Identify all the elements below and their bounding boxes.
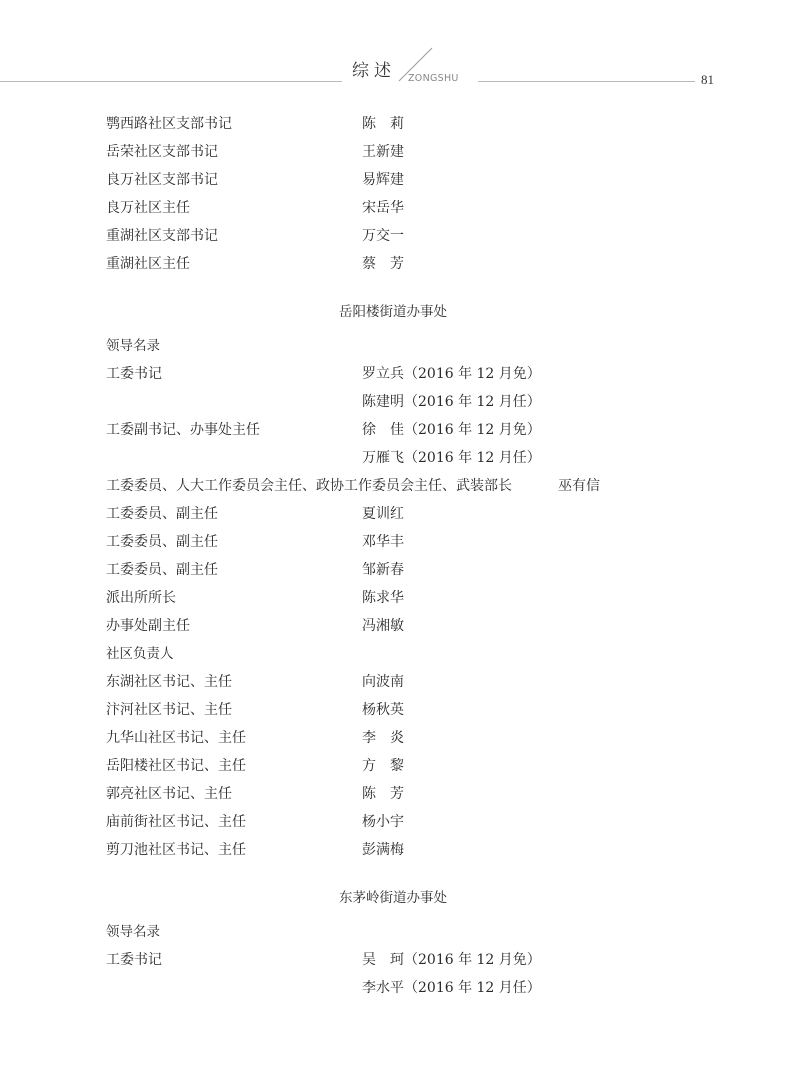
header-subtitle: ZONGSHU xyxy=(408,73,459,84)
position-title: 工委书记 xyxy=(106,366,162,382)
person-name: 邹新春 xyxy=(362,562,404,578)
person-name: 徐 佳（2016 年 12 月免） xyxy=(362,422,541,438)
section-title-text: 岳阳楼街道办事处 xyxy=(339,304,447,320)
position-title: 剪刀池社区书记、主任 xyxy=(106,842,246,858)
position-title: 工委副书记、办事处主任 xyxy=(106,422,260,438)
position-title: 庙前街社区书记、主任 xyxy=(106,814,246,830)
position-title: 工委书记 xyxy=(106,952,162,968)
position-title: 良万社区支部书记 xyxy=(106,172,218,188)
person-name: 杨秋英 xyxy=(362,702,404,718)
list-item xyxy=(106,528,746,556)
person-name: 宋岳华 xyxy=(362,200,404,216)
person-name: 向波南 xyxy=(362,674,404,690)
person-name: 万雁飞（2016 年 12 月任） xyxy=(362,450,541,466)
position-title: 工委委员、人大工作委员会主任、政协工作委员会主任、武装部长 xyxy=(106,478,512,494)
header-slash-decoration xyxy=(0,0,793,100)
person-name: 彭满梅 xyxy=(362,842,404,858)
person-name: 李水平（2016 年 12 月任） xyxy=(362,980,541,996)
person-name: 陈 莉 xyxy=(362,116,404,132)
position-title: 重湖社区支部书记 xyxy=(106,228,218,244)
list-item xyxy=(106,556,746,584)
person-name: 罗立兵（2016 年 12 月免） xyxy=(362,366,541,382)
list-item xyxy=(106,584,746,612)
list-item xyxy=(106,166,746,194)
list-item xyxy=(106,222,746,250)
list-item xyxy=(106,836,746,864)
person-name: 邓华丰 xyxy=(362,534,404,550)
list-item xyxy=(106,388,746,416)
person-name: 方 黎 xyxy=(362,758,404,774)
directory-list xyxy=(106,110,746,1002)
person-name: 夏训红 xyxy=(362,506,404,522)
list-item xyxy=(106,500,746,528)
list-item xyxy=(106,946,746,974)
person-name: 吴 珂（2016 年 12 月免） xyxy=(362,952,541,968)
position-title: 郭亮社区书记、主任 xyxy=(106,786,232,802)
position-title: 良万社区主任 xyxy=(106,200,190,216)
list-item xyxy=(106,138,746,166)
position-title: 九华山社区书记、主任 xyxy=(106,730,246,746)
position-title: 汴河社区书记、主任 xyxy=(106,702,232,718)
list-item xyxy=(106,110,746,138)
position-title: 工委委员、副主任 xyxy=(106,534,218,550)
section-title xyxy=(106,884,746,918)
page-number: 81 xyxy=(701,72,714,87)
position-title: 工委委员、副主任 xyxy=(106,506,218,522)
person-name: 巫有信 xyxy=(558,478,600,494)
list-item xyxy=(106,974,746,1002)
position-title: 东湖社区书记、主任 xyxy=(106,674,232,690)
person-name: 万交一 xyxy=(362,228,404,244)
position-title: 岳阳楼社区书记、主任 xyxy=(106,758,246,774)
person-name: 易辉建 xyxy=(362,172,404,188)
subsection-heading: 社区负责人 xyxy=(106,646,174,662)
list-item xyxy=(106,472,746,500)
person-name: 李 炎 xyxy=(362,730,404,746)
position-title: 鹗西路社区支部书记 xyxy=(106,116,232,132)
section-gap xyxy=(106,864,746,884)
person-name: 陈求华 xyxy=(362,590,404,606)
list-item xyxy=(106,696,746,724)
list-item xyxy=(106,724,746,752)
list-item xyxy=(106,360,746,388)
position-title: 岳荣社区支部书记 xyxy=(106,144,218,160)
list-item xyxy=(106,250,746,278)
person-name: 陈 芳 xyxy=(362,786,404,802)
position-title: 办事处副主任 xyxy=(106,618,190,634)
list-item xyxy=(106,668,746,696)
section-gap xyxy=(106,278,746,298)
position-title: 工委委员、副主任 xyxy=(106,562,218,578)
list-item xyxy=(106,612,746,640)
position-title: 重湖社区主任 xyxy=(106,256,190,272)
person-name: 王新建 xyxy=(362,144,404,160)
person-name: 蔡 芳 xyxy=(362,256,404,272)
subsection-heading: 领导名录 xyxy=(106,338,160,354)
list-item xyxy=(106,752,746,780)
section-title-text: 东茅岭街道办事处 xyxy=(339,890,447,906)
person-name: 冯湘敏 xyxy=(362,618,404,634)
subsection-heading: 领导名录 xyxy=(106,924,160,940)
person-name: 陈建明（2016 年 12 月任） xyxy=(362,394,541,410)
person-name: 杨小宇 xyxy=(362,814,404,830)
list-item xyxy=(106,194,746,222)
list-item xyxy=(106,780,746,808)
list-item xyxy=(106,444,746,472)
list-item xyxy=(106,416,746,444)
header-rule-right xyxy=(478,81,695,82)
section-title xyxy=(106,298,746,332)
header-title: 综述 xyxy=(352,61,396,81)
position-title: 派出所所长 xyxy=(106,590,176,606)
list-item xyxy=(106,808,746,836)
